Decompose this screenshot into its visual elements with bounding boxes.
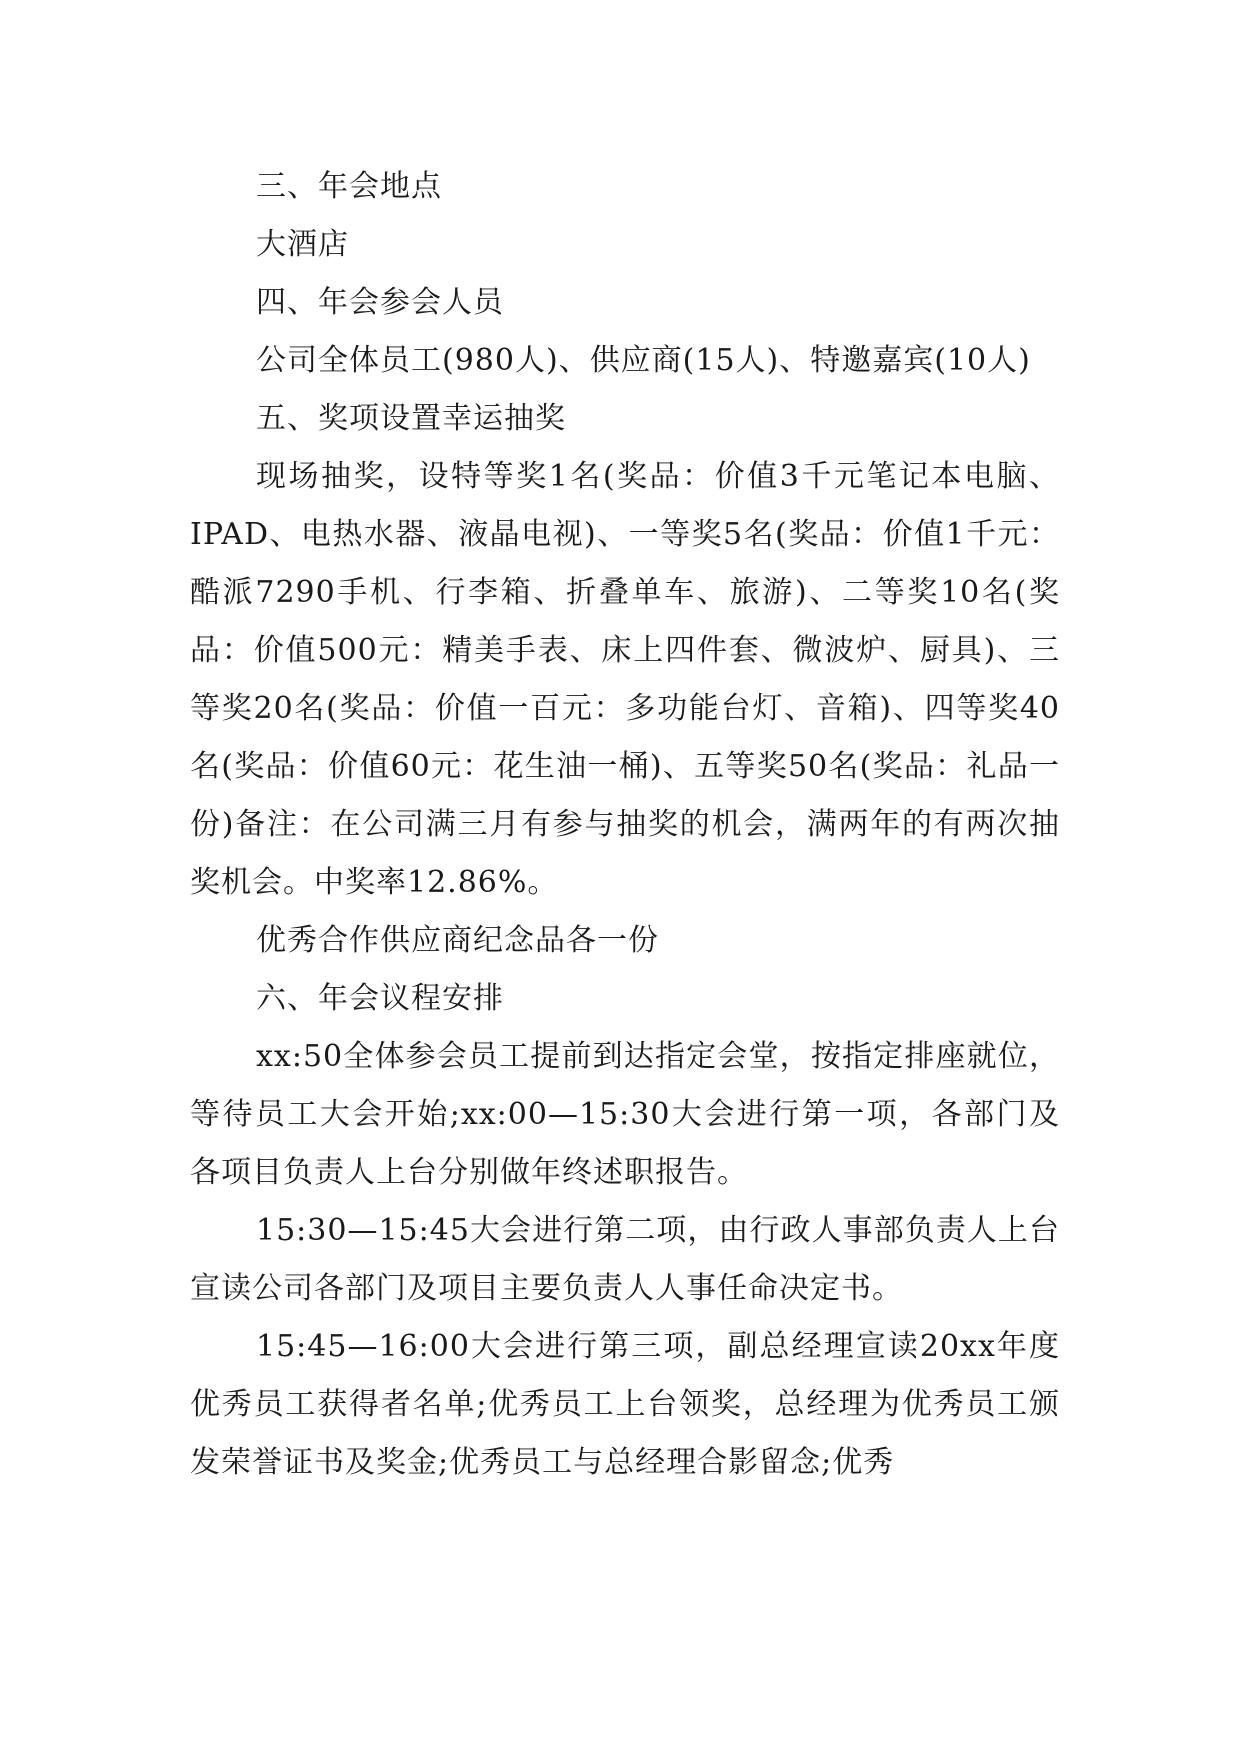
agenda-item-1: xx:50全体参会员工提前到达指定会堂，按指定排座就位，等待员工大会开始;xx:00—15:30大会进行第一项，各部门及各项目负责人上台分别做年终述职报告。 <box>190 1039 1060 1190</box>
supplier-gift-text: 优秀合作供应商纪念品各一份 <box>256 923 659 958</box>
agenda-item-2: 15:30—15:45大会进行第二项，由行政人事部负责人上台宣读公司各部门及项目主要负责人人事任命决定书。 <box>190 1213 1060 1306</box>
document-page <box>190 158 1060 1492</box>
section-heading-agenda: 六、年会议程安排 <box>256 981 504 1016</box>
prizes-text: 现场抽奖，设特等奖1名(奖品：价值3千元笔记本电脑、IPAD、电热水器、液晶电视)、一等奖5名(奖品：价值1千元：酷派7290手机、行李箱、折叠单车、旅游)、二等奖10名(奖品：价值500元：精美手表、床上四件套、微波炉、厨具)、三等奖20名(奖品：价值一百元：多功能台灯、音箱)、四等奖40名(奖品：价值60元：花生油一桶)、五等奖50名(奖品：礼品一份)备注：在公司满三月有参与抽奖的机会，满两年的有两次抽奖机会。中奖率12.86%。 <box>190 459 1060 900</box>
agenda-item-3: 15:45—16:00大会进行第三项，副总经理宣读20xx年度优秀员工获得者名单;优秀员工上台领奖，总经理为优秀员工颁发荣誉证书及奖金;优秀员工与总经理合影留念;优秀 <box>190 1329 1060 1480</box>
section-heading-attendees: 四、年会参会人员 <box>256 285 504 320</box>
section-heading-prizes: 五、奖项设置幸运抽奖 <box>256 401 566 436</box>
section-heading-venue: 三、年会地点 <box>256 169 442 204</box>
attendees-text: 公司全体员工(980人)、供应商(15人)、特邀嘉宾(10人) <box>256 343 1031 378</box>
venue-text: 大酒店 <box>256 227 349 262</box>
